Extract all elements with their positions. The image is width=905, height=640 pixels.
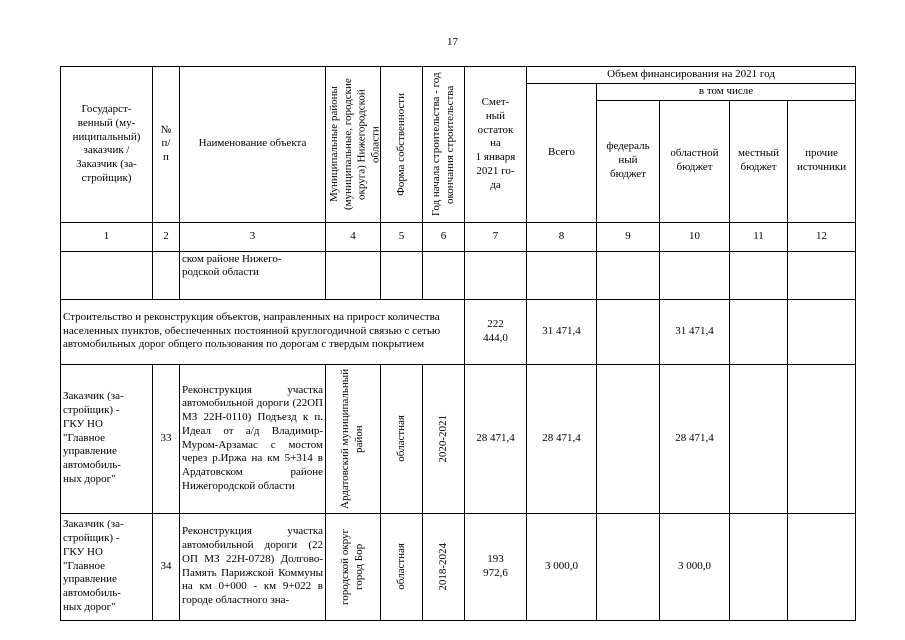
financing-table	[60, 66, 856, 621]
header-other: прочие источники	[788, 100, 856, 222]
row-years-text: 2020-2021	[436, 414, 449, 463]
section-title: Строительство и реконструкция объектов, направленных на прирост количества населенных пунктов, обеспеченных постоянной круглогодичной связью с сетью автомобильных дорог общего пользования по дорогам с твердым покрытием	[61, 299, 465, 364]
row-ownership-text: областная	[394, 543, 407, 590]
table-row	[61, 513, 856, 620]
column-number: 10	[660, 222, 730, 251]
header-financing: Объем финансирования на 2021 год	[527, 67, 856, 84]
header-including: в том числе	[597, 83, 856, 100]
section-row	[61, 299, 856, 364]
row-num: 34	[153, 513, 180, 620]
row-customer: Заказчик (за- стройщик) - ГКУ НО "Главное управление автомобиль- ных дорог"	[61, 364, 153, 513]
row-district	[326, 513, 381, 620]
row-district-text: Ардатовский муниципальный район	[339, 368, 365, 509]
row-total: 3 000,0	[527, 513, 597, 620]
header-districts	[326, 67, 381, 223]
header-num: № п/ п	[153, 67, 180, 223]
column-number: 8	[527, 222, 597, 251]
row-years	[423, 513, 465, 620]
page-number: 17	[447, 36, 458, 48]
row-years-text: 2018-2024	[436, 542, 449, 591]
row-local	[730, 513, 788, 620]
column-number: 2	[153, 222, 180, 251]
column-number: 4	[326, 222, 381, 251]
header-local: местный бюджет	[730, 100, 788, 222]
continuation-row	[61, 251, 856, 299]
column-number: 12	[788, 222, 856, 251]
row-ownership	[381, 513, 423, 620]
row-local	[730, 364, 788, 513]
section-regional: 31 471,4	[660, 299, 730, 364]
header-ownership-text: Форма собственности	[394, 92, 407, 196]
header-federal: федераль ный бюджет	[597, 100, 660, 222]
column-number: 7	[465, 222, 527, 251]
column-number: 9	[597, 222, 660, 251]
row-estimate: 193 972,6	[465, 513, 527, 620]
row-total: 28 471,4	[527, 364, 597, 513]
row-years	[423, 364, 465, 513]
column-number: 3	[180, 222, 326, 251]
continuation-object-name: ском районе Нижего- родской области	[180, 251, 326, 299]
row-district	[326, 364, 381, 513]
column-number: 11	[730, 222, 788, 251]
row-regional: 3 000,0	[660, 513, 730, 620]
column-numbers-row	[61, 222, 856, 251]
row-ownership	[381, 364, 423, 513]
header-customer: Государст- венный (му- ниципальный) заказчик / Заказчик (за- стройщик)	[61, 67, 153, 223]
row-ownership-text: областная	[394, 415, 407, 462]
section-total: 31 471,4	[527, 299, 597, 364]
row-customer: Заказчик (за- стройщик) - ГКУ НО "Главное управление автомобиль- ных дорог"	[61, 513, 153, 620]
header-object-name: Наименование объекта	[180, 67, 326, 223]
column-number: 1	[61, 222, 153, 251]
header-regional: областной бюджет	[660, 100, 730, 222]
header-years	[423, 67, 465, 223]
header-ownership	[381, 67, 423, 223]
row-object-name-text: Реконструкция участка автомобильной дороги (22 ОП МЗ 22Н-0728) Долгово-Память Парижской Коммуны на км 0+000 - км 9+022 в городе областного зна-	[182, 525, 323, 606]
row-federal	[597, 513, 660, 620]
header-total: Всего	[527, 83, 597, 222]
header-districts-text: Муниципальные районы (муниципальные, городские округа) Нижегородской области	[328, 78, 382, 211]
column-number: 5	[381, 222, 423, 251]
row-num: 33	[153, 364, 180, 513]
header-estimate: Смет- ный остаток на 1 января 2021 го- да	[465, 67, 527, 223]
row-regional: 28 471,4	[660, 364, 730, 513]
row-estimate: 28 471,4	[465, 364, 527, 513]
column-number: 6	[423, 222, 465, 251]
row-other	[788, 513, 856, 620]
header-years-text: Год начала строительства - год окончания строительства	[429, 72, 456, 217]
row-other	[788, 364, 856, 513]
section-estimate: 222 444,0	[465, 299, 527, 364]
row-federal	[597, 364, 660, 513]
row-object-name	[180, 513, 326, 620]
row-object-name: Реконструкция участка автомобильной дороги (22ОП МЗ 22Н-0110) Подъезд к п. Идеал от а/д Владимир-Муром-Арзамас с мостом через р.Иржа на км 5+314 в Ардатовском районе Нижегородской области	[180, 364, 326, 513]
table-row	[61, 364, 856, 513]
row-district-text: городской округ город Бор	[339, 528, 365, 605]
